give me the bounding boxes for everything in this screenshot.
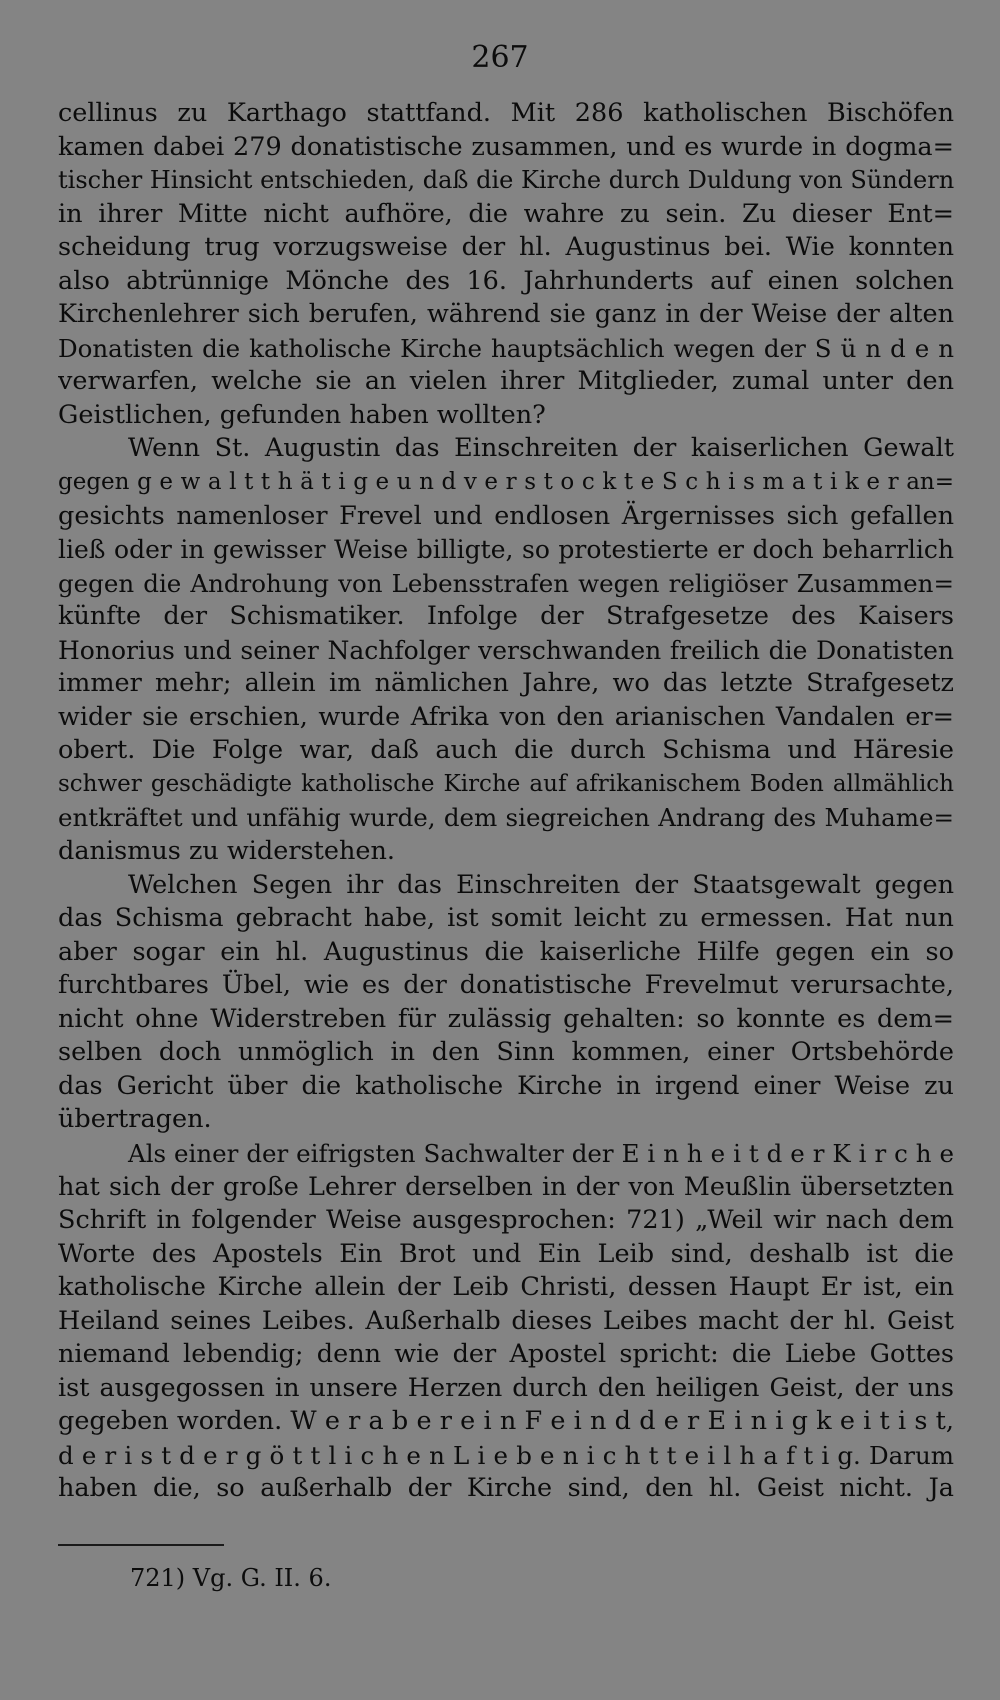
text-line: danismus zu widerstehen. <box>58 836 396 867</box>
text-line: gesichts namenloser Frevel und endlosen Ärgernisses sich gefallen <box>58 500 954 531</box>
footnote: 721) Vg. G. II. 6. <box>130 1564 332 1592</box>
text-line: wider sie erschien, wurde Afrika von den arianischen Vandalen er= <box>58 701 954 732</box>
text-line: Worte des Apostels Ein Brot und Ein Leib sind, deshalb ist die <box>58 1238 954 1269</box>
text-line: ließ oder in gewisser Weise billigte, so protestierte er doch beharrlich <box>58 535 954 565</box>
text-line: niemand lebendig; denn wie der Apostel spricht: die Liebe Gottes <box>58 1339 954 1370</box>
text-line: Geistlichen, gefunden haben wollten? <box>58 399 546 430</box>
text-line: Welchen Segen ihr das Einschreiten der Staatsgewalt gegen <box>128 869 954 900</box>
footnote-divider <box>58 1544 224 1546</box>
text-line: immer mehr; allein im nämlichen Jahre, wo das letzte Strafgesetz <box>58 668 954 699</box>
text-line: Kirchenlehrer sich berufen, während sie ganz in der Weise der alten <box>58 299 954 330</box>
text-line: katholische Kirche allein der Leib Christi, dessen Haupt Er ist, ein <box>58 1272 954 1303</box>
text-line: tischer Hinsicht entschieden, daß die Kirche durch Duldung von Sündern <box>58 166 954 195</box>
text-line: hat sich der große Lehrer derselben in der von Meußlin übersetzten <box>58 1171 954 1202</box>
text-line: selben doch unmöglich in den Sinn kommen, einer Ortsbehörde <box>58 1037 954 1068</box>
text-line: haben die, so außerhalb der Kirche sind, den hl. Geist nicht. Ja <box>58 1473 954 1504</box>
text-line: schwer geschädigte katholische Kirche auf afrikanischem Boden allmählich <box>58 770 954 797</box>
text-line: Schrift in folgender Weise ausgesprochen: 721) „Weil wir nach dem <box>58 1205 954 1236</box>
text-line: künfte der Schismatiker. Infolge der Strafgesetze des Kaisers <box>58 601 954 632</box>
text-line: gegen die Androhung von Lebensstrafen wegen religiöser Zusammen= <box>58 568 954 598</box>
text-line: das Schisma gebracht habe, ist somit leicht zu ermessen. Hat nun <box>58 903 954 934</box>
text-line: d e r i s t d e r g ö t t l i c h e n L i e b e n i c h t t e i l h a f t i g. Darum <box>58 1440 954 1470</box>
text-line: Heiland seines Leibes. Außerhalb dieses Leibes macht der hl. Geist <box>58 1305 954 1336</box>
body-text <box>58 97 954 1506</box>
text-line: cellinus zu Karthago stattfand. Mit 286 katholischen Bischöfen <box>58 98 954 128</box>
text-line: das Gericht über die katholische Kirche in irgend einer Weise zu <box>58 1070 954 1101</box>
text-line: Wenn St. Augustin das Einschreiten der kaiserlichen Gewalt <box>128 433 954 464</box>
text-line: Honorius und seiner Nachfolger verschwanden freilich die Donatisten <box>58 635 954 665</box>
text-line: Als einer der eifrigsten Sachwalter der E i n h e i t d e r K i r c h e <box>128 1138 954 1168</box>
text-line: furchtbares Übel, wie es der donatistische Frevelmut verursachte, <box>58 970 954 1001</box>
text-line: verwarfen, welche sie an vielen ihrer Mitglieder, zumal unter den <box>58 366 954 397</box>
text-line: obert. Die Folge war, daß auch die durch Schisma und Häresie <box>58 735 954 766</box>
text-line: Donatisten die katholische Kirche hauptsächlich wegen der S ü n d e n <box>58 333 954 363</box>
text-line: aber sogar ein hl. Augustinus die kaiserliche Hilfe gegen ein so <box>58 936 954 967</box>
text-line: entkräftet und unfähig wurde, dem siegreichen Andrang des Muhame= <box>58 803 954 833</box>
text-line: kamen dabei 279 donatistische zusammen, und es wurde in dogma= <box>58 131 954 162</box>
text-line: übertragen. <box>58 1104 212 1135</box>
text-line: nicht ohne Widerstreben für zulässig gehalten: so konnte es dem= <box>58 1003 954 1034</box>
text-line: ist ausgegossen in unsere Herzen durch den heiligen Geist, der uns <box>58 1372 954 1403</box>
page-number: 267 <box>471 40 529 75</box>
text-line: scheidung trug vorzugsweise der hl. Augustinus bei. Wie konnten <box>58 232 954 263</box>
text-line: also abtrünnige Mönche des 16. Jahrhunderts auf einen solchen <box>58 265 954 296</box>
text-line: gegeben worden. W e r a b e r e i n F e i n d d e r E i n i g k e i t i s t, <box>58 1406 954 1437</box>
text-line: in ihrer Mitte nicht aufhöre, die wahre zu sein. Zu dieser Ent= <box>58 198 954 229</box>
text-line: gegen g e w a l t t h ä t i g e u n d v e r s t o c k t e S c h i s m a t i k e r an= <box>58 469 954 496</box>
